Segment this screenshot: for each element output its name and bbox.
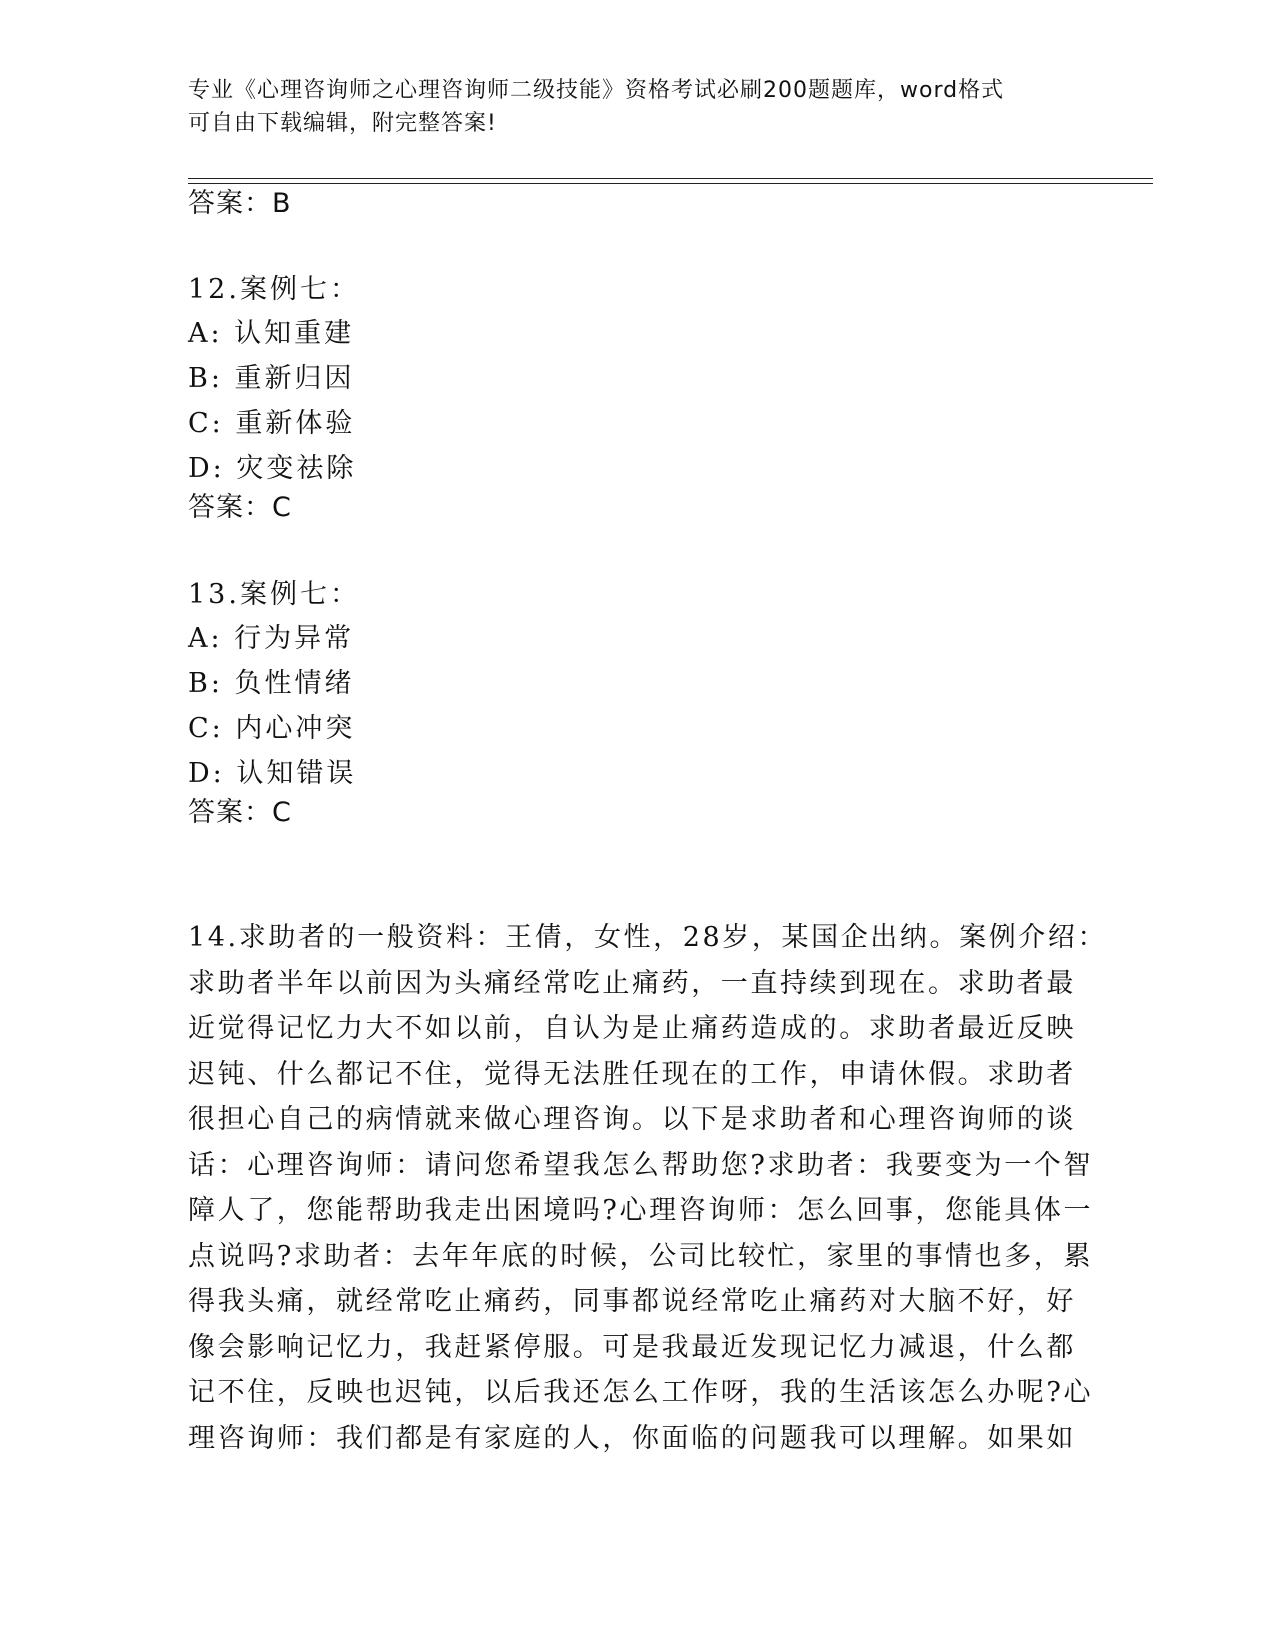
question-13-option-b: B: 负性情绪: [188, 668, 355, 699]
document-header: [188, 74, 1068, 140]
question-14-line: 理咨询师：我们都是有家庭的人，你面临的问题我可以理解。如果如: [188, 1422, 1076, 1454]
question-12-option-c: C: 重新体验: [188, 408, 356, 439]
question-14-line: 障人了，您能帮助我走出困境吗?心理咨询师：怎么回事，您能具体一: [188, 1195, 1094, 1226]
header-divider-bottom: [188, 183, 1153, 184]
answer-q11: 答案：B: [188, 188, 292, 219]
question-14-line: 得我头痛，就经常吃止痛药，同事都说经常吃止痛药对大脑不好，好: [188, 1286, 1076, 1317]
question-14-line: 14.求助者的一般资料：王倩，女性，28岁，某国企出纳。案例介绍：: [188, 922, 1108, 953]
question-14-line: 话：心理咨询师：请问您希望我怎么帮助您?求助者：我要变为一个智: [188, 1149, 1094, 1181]
header-title-line-1: 专业《心理咨询师之心理咨询师二级技能》资格考试必刷200题题库，word格式: [188, 78, 1005, 103]
header-divider-top: [188, 178, 1153, 179]
question-14-line: 记不住，反映也迟钝，以后我还怎么工作呀，我的生活该怎么办呢?心: [188, 1377, 1094, 1408]
question-14-line: 迟钝、什么都记不住，觉得无法胜任现在的工作，申请休假。求助者: [188, 1058, 1076, 1090]
answer-q12: 答案：C: [188, 492, 292, 523]
question-12-options: [188, 311, 356, 491]
question-12-title: 12.案例七：: [188, 274, 360, 305]
question-14-line: 近觉得记忆力大不如以前，自认为是止痛药造成的。求助者最近反映: [188, 1013, 1076, 1044]
question-13-option-a: A: 行为异常: [188, 623, 355, 654]
answer-q13: 答案：C: [188, 797, 292, 828]
question-14-line: 求助者半年以前因为头痛经常吃止痛药，一直持续到现在。求助者最: [188, 967, 1076, 999]
question-13-title: 13.案例七：: [188, 579, 360, 610]
question-12-option-b: B: 重新归因: [188, 363, 355, 394]
question-13-option-c: C: 内心冲突: [188, 713, 356, 744]
question-14-line: 像会影响记忆力，我赶紧停服。可是我最近发现记忆力减退，什么都: [188, 1331, 1076, 1363]
question-12-option-d: D: 灾变祛除: [188, 453, 357, 484]
header-title-line-2: 可自由下载编辑，附完整答案!: [188, 111, 497, 136]
question-13-options: [188, 616, 356, 796]
question-14-body: [188, 915, 1108, 1461]
question-14-line: 很担心自己的病情就来做心理咨询。以下是求助者和心理咨询师的谈: [188, 1104, 1076, 1135]
question-13-option-d: D: 认知错误: [188, 758, 357, 789]
question-14-line: 点说吗?求助者：去年年底的时候，公司比较忙，家里的事情也多，累: [188, 1240, 1094, 1272]
question-12-option-a: A: 认知重建: [188, 318, 355, 349]
